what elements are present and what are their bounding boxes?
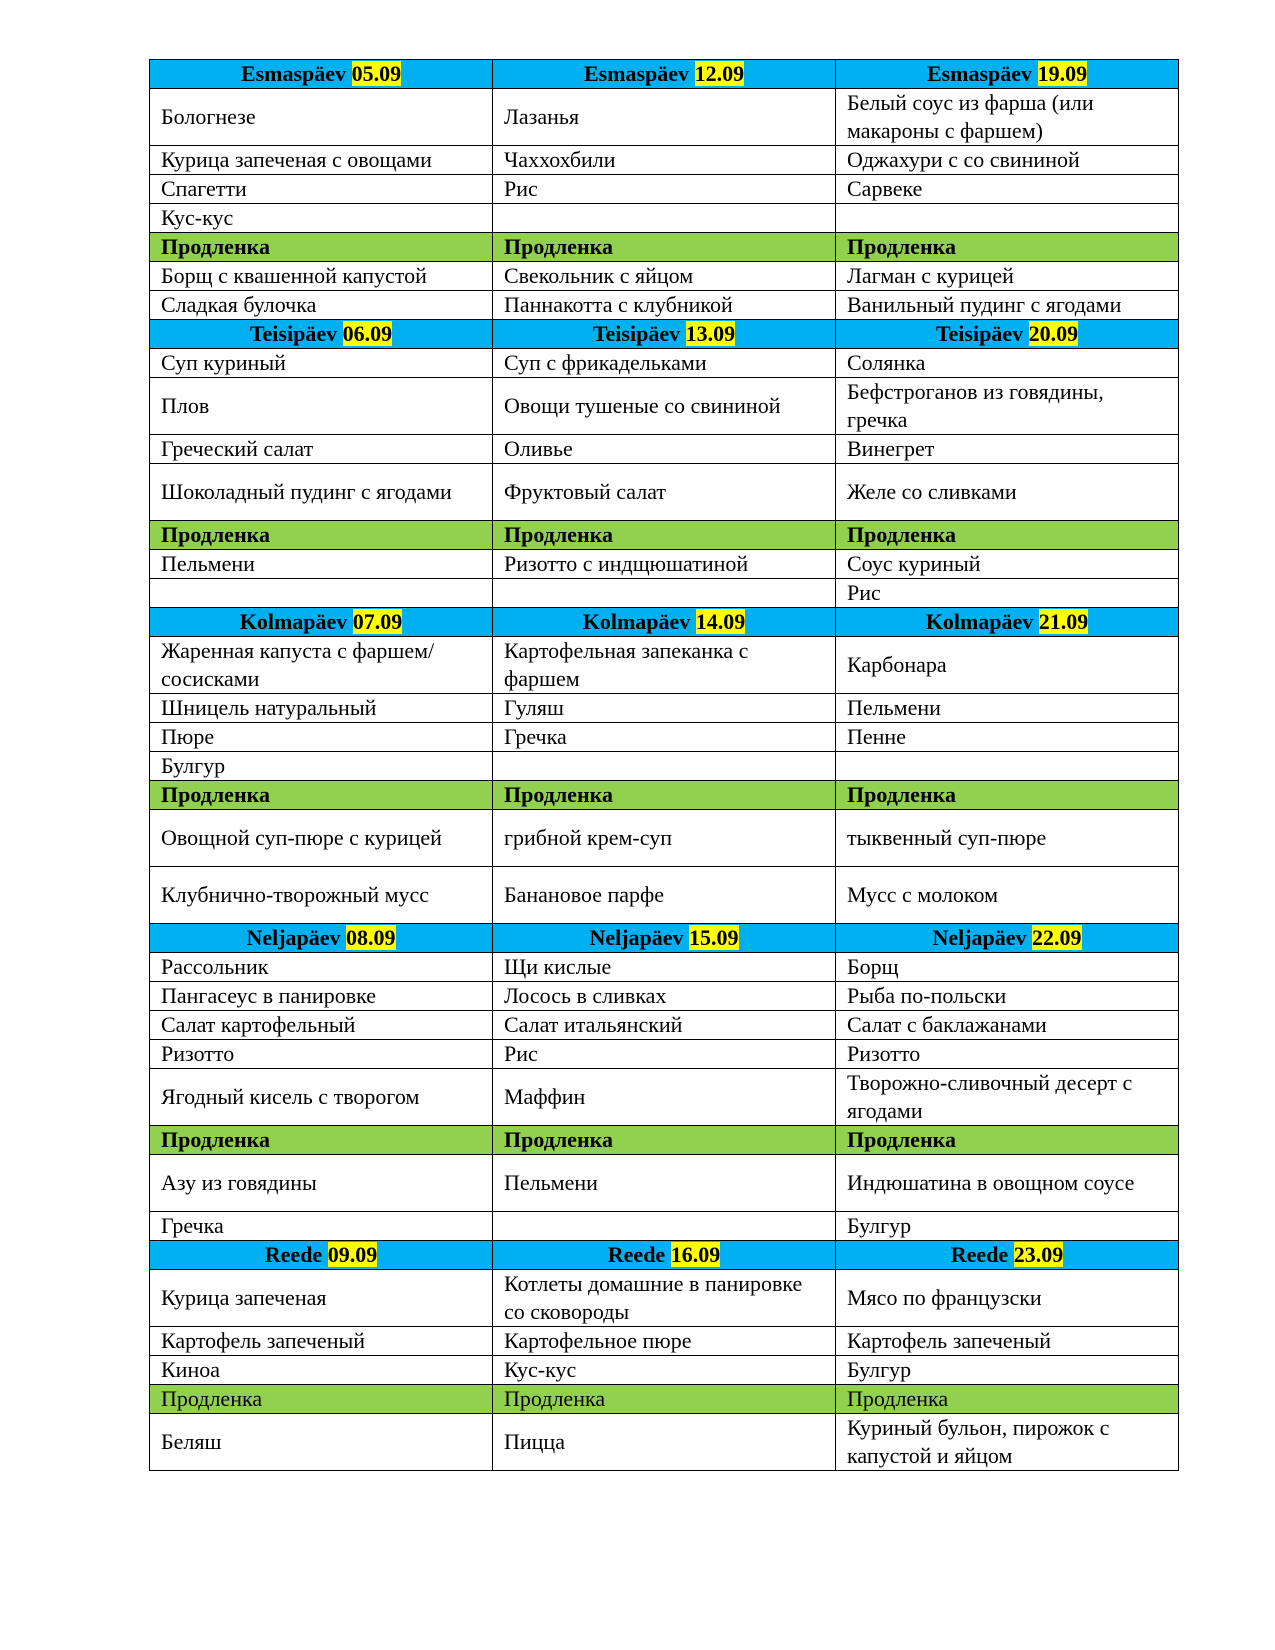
menu-item [836,204,1179,233]
day-date: 16.09 [670,1242,721,1267]
extended-day-label: Продленка [836,233,1179,262]
menu-item: Солянка [836,349,1179,378]
day-header [493,608,836,637]
extended-menu-row [150,579,1179,608]
menu-row [150,204,1179,233]
menu-row [150,953,1179,982]
day-header-row [150,1241,1179,1270]
menu-item: Беляш [150,1414,493,1471]
day-date: 22.09 [1032,925,1082,950]
day-header-row [150,60,1179,89]
menu-row [150,637,1179,694]
day-header [836,60,1179,89]
day-date: 19.09 [1037,61,1088,86]
lunch-menu-body [150,60,1179,1471]
menu-item: Картофельная запеканка с фаршем [493,637,836,694]
extended-menu-row [150,262,1179,291]
menu-item: Ризотто [836,1040,1179,1069]
menu-item: Шницель натуральный [150,694,493,723]
day-date: 20.09 [1028,321,1079,346]
extended-menu-row [150,1155,1179,1212]
menu-item: Котлеты домашние в панировке со сковороды [493,1270,836,1327]
day-name: Teisipäev [592,321,681,346]
menu-item: Куриный бульон, пирожок с капустой и яйцом [836,1414,1179,1471]
menu-item: Борщ [836,953,1179,982]
menu-item: Пангасеус в панировке [150,982,493,1011]
extended-day-label: Продленка [150,521,493,550]
day-name: Esmaspäev [583,61,690,86]
day-name: Esmaspäev [926,61,1033,86]
day-header-row [150,608,1179,637]
menu-item: Греческий салат [150,435,493,464]
day-name: Teisipäev [249,321,338,346]
menu-item: Киноа [150,1356,493,1385]
extended-day-header-row [150,233,1179,262]
menu-row [150,1069,1179,1126]
menu-item: Салат итальянский [493,1011,836,1040]
day-name: Esmaspäev [240,61,347,86]
day-date: 05.09 [351,61,402,86]
day-header [493,924,836,953]
menu-item: Ризотто [150,1040,493,1069]
menu-item: Сладкая булочка [150,291,493,320]
extended-day-label: Продленка [150,1126,493,1155]
menu-item: Бефстроганов из говядины, гречка [836,378,1179,435]
menu-row [150,982,1179,1011]
menu-item: Карбонара [836,637,1179,694]
menu-item: Лазанья [493,89,836,146]
menu-item: Курица запеченая с овощами [150,146,493,175]
day-date: 07.09 [352,609,403,634]
menu-row [150,1356,1179,1385]
menu-item: грибной крем-суп [493,810,836,867]
extended-day-label: Продленка [150,233,493,262]
day-name: Reede [950,1242,1009,1267]
extended-day-label: Продленка [836,521,1179,550]
day-header [493,60,836,89]
day-header [150,608,493,637]
menu-item: Оджахури с со свининой [836,146,1179,175]
menu-row [150,1011,1179,1040]
menu-item: Банановое парфе [493,867,836,924]
menu-item: Суп куриный [150,349,493,378]
day-name: Reede [607,1242,666,1267]
day-name: Teisipäev [935,321,1024,346]
day-header [836,320,1179,349]
menu-item: Мусс с молоком [836,867,1179,924]
menu-item: Желе со сливками [836,464,1179,521]
day-header [150,1241,493,1270]
extended-day-label: Продленка [150,1385,493,1414]
menu-row [150,378,1179,435]
extended-day-label: Продленка [493,1126,836,1155]
menu-row [150,349,1179,378]
menu-item: Пенне [836,723,1179,752]
menu-item: Фруктовый салат [493,464,836,521]
day-name: Kolmapäev [239,609,348,634]
day-date: 23.09 [1013,1242,1064,1267]
extended-menu-row [150,291,1179,320]
menu-item: Суп с фрикадельками [493,349,836,378]
menu-item: Соус куриный [836,550,1179,579]
menu-item: Индюшатина в овощном соусе [836,1155,1179,1212]
day-header [836,924,1179,953]
menu-item: Пельмени [150,550,493,579]
lunch-menu-table [149,59,1179,1471]
day-header [150,924,493,953]
day-header [493,1241,836,1270]
day-header [150,60,493,89]
menu-item: Щи кислые [493,953,836,982]
menu-item: Гречка [493,723,836,752]
extended-menu-row [150,1414,1179,1471]
menu-item: Оливье [493,435,836,464]
extended-day-label: Продленка [493,233,836,262]
menu-item: Овощной суп-пюре с курицей [150,810,493,867]
day-name: Kolmapäev [925,609,1034,634]
menu-row [150,694,1179,723]
extended-day-label: Продленка [150,781,493,810]
extended-menu-row [150,867,1179,924]
day-name: Neljapäev [932,925,1027,950]
menu-row [150,723,1179,752]
extended-day-label: Продленка [836,1126,1179,1155]
menu-item: Шоколадный пудинг с ягодами [150,464,493,521]
menu-item [836,752,1179,781]
day-header-row [150,924,1179,953]
menu-item: Плов [150,378,493,435]
menu-item: Творожно-сливочный десерт с ягодами [836,1069,1179,1126]
extended-day-label: Продленка [493,521,836,550]
extended-menu-row [150,550,1179,579]
menu-item: Овощи тушеные со свининой [493,378,836,435]
day-header-row [150,320,1179,349]
extended-day-label: Продленка [493,1385,836,1414]
extended-menu-row [150,810,1179,867]
menu-item: Ягодный кисель с творогом [150,1069,493,1126]
menu-item: Борщ с квашенной капустой [150,262,493,291]
menu-item: Пельмени [836,694,1179,723]
menu-item [493,1212,836,1241]
menu-item: Паннакотта с клубникой [493,291,836,320]
menu-item: Булгур [836,1212,1179,1241]
menu-item: Картофель запеченый [836,1327,1179,1356]
menu-item [493,752,836,781]
extended-day-header-row [150,1385,1179,1414]
menu-item: Сарвеке [836,175,1179,204]
menu-row [150,1327,1179,1356]
day-header [836,1241,1179,1270]
extended-menu-row [150,1212,1179,1241]
menu-item: тыквенный суп-пюре [836,810,1179,867]
menu-item: Картофельное пюре [493,1327,836,1356]
extended-day-label: Продленка [836,781,1179,810]
menu-item: Клубнично-творожный мусс [150,867,493,924]
day-date: 15.09 [689,925,739,950]
menu-item: Пицца [493,1414,836,1471]
menu-item: Салат картофельный [150,1011,493,1040]
menu-item: Курица запеченая [150,1270,493,1327]
menu-item: Кус-кус [493,1356,836,1385]
menu-item: Рыба по-польски [836,982,1179,1011]
day-header [150,320,493,349]
menu-row [150,464,1179,521]
menu-row [150,1040,1179,1069]
extended-day-label: Продленка [493,781,836,810]
day-name: Neljapäev [246,925,341,950]
menu-item: Рис [493,1040,836,1069]
menu-item: Винегрет [836,435,1179,464]
extended-day-header-row [150,781,1179,810]
day-header [836,608,1179,637]
day-date: 09.09 [327,1242,378,1267]
menu-item: Гуляш [493,694,836,723]
menu-item: Лагман с курицей [836,262,1179,291]
menu-item: Кус-кус [150,204,493,233]
menu-item: Салат с баклажанами [836,1011,1179,1040]
day-date: 21.09 [1038,609,1089,634]
day-name: Kolmapäev [582,609,691,634]
menu-item: Рассольник [150,953,493,982]
day-date: 14.09 [695,609,746,634]
menu-item: Бологнезе [150,89,493,146]
menu-item: Ванильный пудинг с ягодами [836,291,1179,320]
extended-day-label: Продленка [836,1385,1179,1414]
menu-item [150,579,493,608]
day-date: 12.09 [694,61,745,86]
menu-item: Рис [493,175,836,204]
menu-item: Ризотто с индщюшатиной [493,550,836,579]
menu-item: Белый соус из фарша (или макароны с фаршем) [836,89,1179,146]
menu-item: Свекольник с яйцом [493,262,836,291]
menu-item: Азу из говядины [150,1155,493,1212]
extended-day-header-row [150,521,1179,550]
day-date: 06.09 [342,321,393,346]
menu-row [150,175,1179,204]
menu-item: Булгур [836,1356,1179,1385]
day-name: Reede [264,1242,323,1267]
menu-item: Спагетти [150,175,493,204]
day-header [493,320,836,349]
menu-item: Мясо по французски [836,1270,1179,1327]
menu-item: Булгур [150,752,493,781]
menu-row [150,752,1179,781]
extended-day-header-row [150,1126,1179,1155]
menu-item: Пюре [150,723,493,752]
menu-item [493,204,836,233]
menu-item: Гречка [150,1212,493,1241]
menu-item: Пельмени [493,1155,836,1212]
day-date: 13.09 [685,321,736,346]
menu-row [150,89,1179,146]
menu-item: Лосось в сливках [493,982,836,1011]
menu-item: Жаренная капуста с фаршем/сосисками [150,637,493,694]
menu-row [150,146,1179,175]
menu-item: Маффин [493,1069,836,1126]
menu-item: Рис [836,579,1179,608]
day-name: Neljapäev [589,925,684,950]
menu-item [493,579,836,608]
day-date: 08.09 [346,925,396,950]
menu-row [150,435,1179,464]
menu-item: Картофель запеченый [150,1327,493,1356]
menu-row [150,1270,1179,1327]
menu-item: Чаххохбили [493,146,836,175]
